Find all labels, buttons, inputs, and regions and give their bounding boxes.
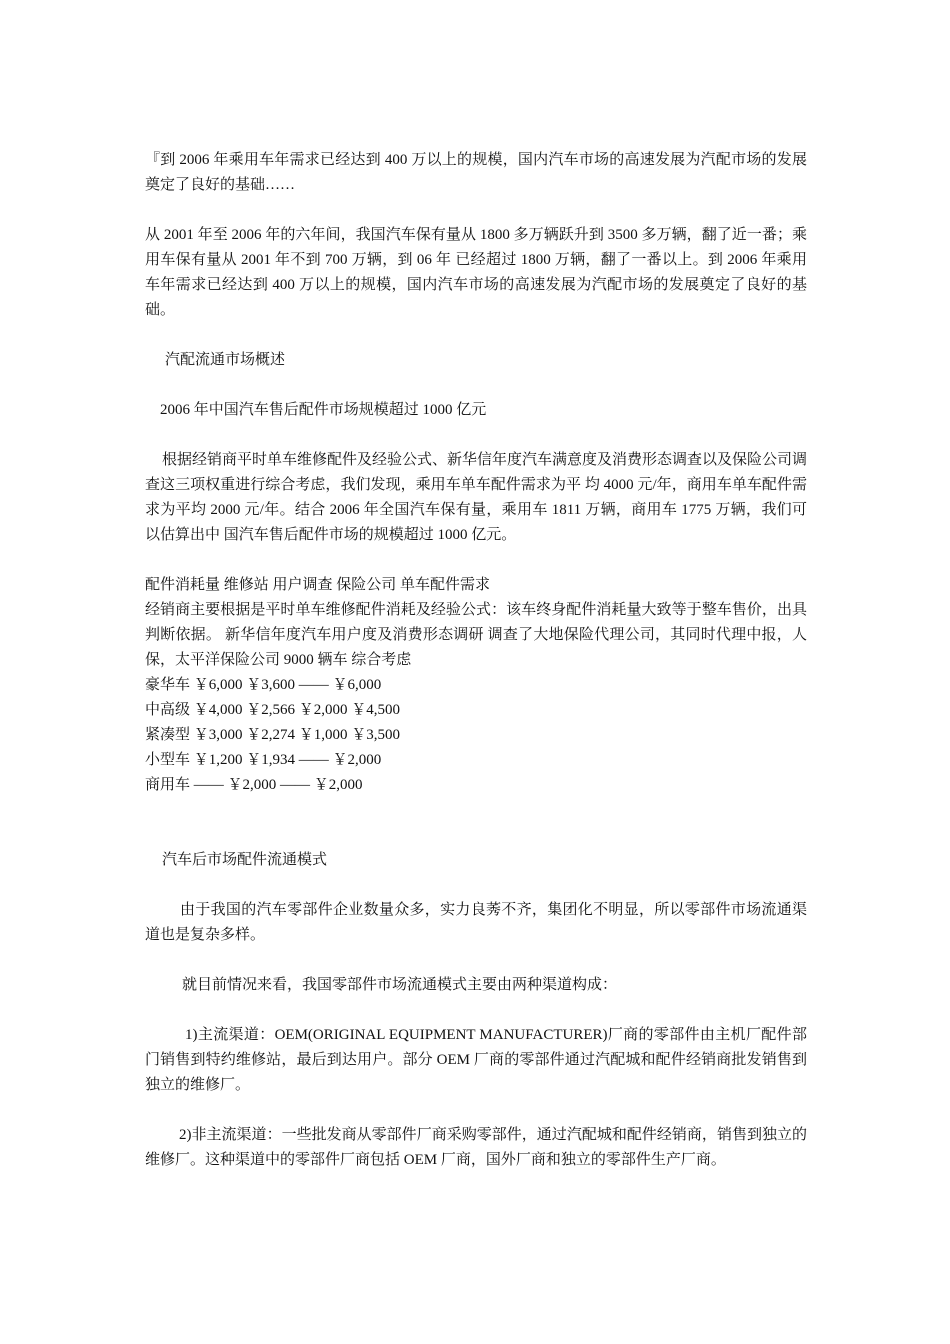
other-channel-paragraph: 2)非主流渠道：一些批发商从零部件厂商采购零部件，通过汽配城和配件经销商，销售到独立的维修厂。这种渠道中的零部件厂商包括 OEM 厂商，国外厂商和独立的零部件生产厂商。 <box>145 1127 807 1168</box>
channels-paragraph: 就目前情况来看，我国零部件市场流通模式主要由两种渠道构成： <box>182 977 618 993</box>
table-row: 小型车 ￥1,200 ￥1,934 —— ￥2,000 <box>145 752 382 768</box>
market-size-heading: 2006 年中国汽车售后配件市场规模超过 1000 亿元 <box>160 402 487 418</box>
spacer <box>145 198 807 223</box>
spacer <box>145 423 807 448</box>
overview-heading: 汽配流通市场概述 <box>165 352 286 368</box>
mode-intro-paragraph: 由于我国的汽车零部件企业数量众多，实力良莠不齐，集团化不明显，所以零部件市场流通渠道也是复杂多样。 <box>145 902 807 943</box>
intro-paragraph: 『到 2006 年乘用车年需求已经达到 400 万以上的规模，国内汽车市场的高速发展为汽配市场的发展奠定了良好的基础…… <box>145 152 807 193</box>
distribution-mode-heading: 汽车后市场配件流通模式 <box>162 852 328 868</box>
table-row: 紧凑型 ￥3,000 ￥2,274 ￥1,000 ￥3,500 <box>145 727 401 743</box>
spacer <box>145 323 807 348</box>
document-page <box>145 148 807 1173</box>
spacer <box>145 798 807 848</box>
spacer <box>145 948 807 973</box>
spacer <box>145 998 807 1023</box>
estimate-paragraph: 根据经销商平时单车维修配件及经验公式、新华信年度汽车满意度及消费形态调查以及保险公司调查这三项权重进行综合考虑，我们发现，乘用车单车配件需求为平 均 4000 元/年，商用车单车配件需求为平均 2000 元/年。结合 2006 年全国汽车保有量，乘用车 1811 万辆，商用车 1775 万辆，我们可以估算出中 国汽车售后配件市场的规模超过 1000 亿元。 <box>145 452 808 543</box>
table-row: 商用车 —— ￥2,000 —— ￥2,000 <box>145 777 363 793</box>
table-note-paragraph: 经销商主要根据是平时单车维修配件消耗及经验公式：该车终身配件消耗量大致等于整车售价，出具判断依据。 新华信年度汽车用户度及消费形态调研 调查了大地保险代理公司，其同时代理中报，人保，太平洋保险公司 9000 辆车 综合考虑 <box>145 602 807 668</box>
main-channel-paragraph: 1)主流渠道：OEM(ORIGINAL EQUIPMENT MANUFACTURER)厂商的零部件由主机厂配件部门销售到特约维修站，最后到达用户。部分 OEM 厂商的零部件通过汽配城和配件经销商批发销售到独立的维修厂。 <box>145 1027 807 1093</box>
table-row: 豪华车 ￥6,000 ￥3,600 —— ￥6,000 <box>145 677 382 693</box>
spacer <box>145 1098 807 1123</box>
table-header-line: 配件消耗量 维修站 用户调查 保险公司 单车配件需求 <box>145 577 491 593</box>
spacer <box>145 548 807 573</box>
spacer <box>145 373 807 398</box>
table-row: 中高级 ￥4,000 ￥2,566 ￥2,000 ￥4,500 <box>145 702 401 718</box>
growth-paragraph: 从 2001 年至 2006 年的六年间，我国汽车保有量从 1800 多万辆跃升到 3500 多万辆，翻了近一番；乘用车保有量从 2001 年不到 700 万辆，到 06 年 已经超过 1800 万辆，翻了一番以上。到 2006 年乘用车年需求已经达到 400 万以上的规模，国内汽车市场的高速发展为汽配市场的发展奠定了良好的基础。 <box>145 227 807 318</box>
spacer <box>145 873 807 898</box>
